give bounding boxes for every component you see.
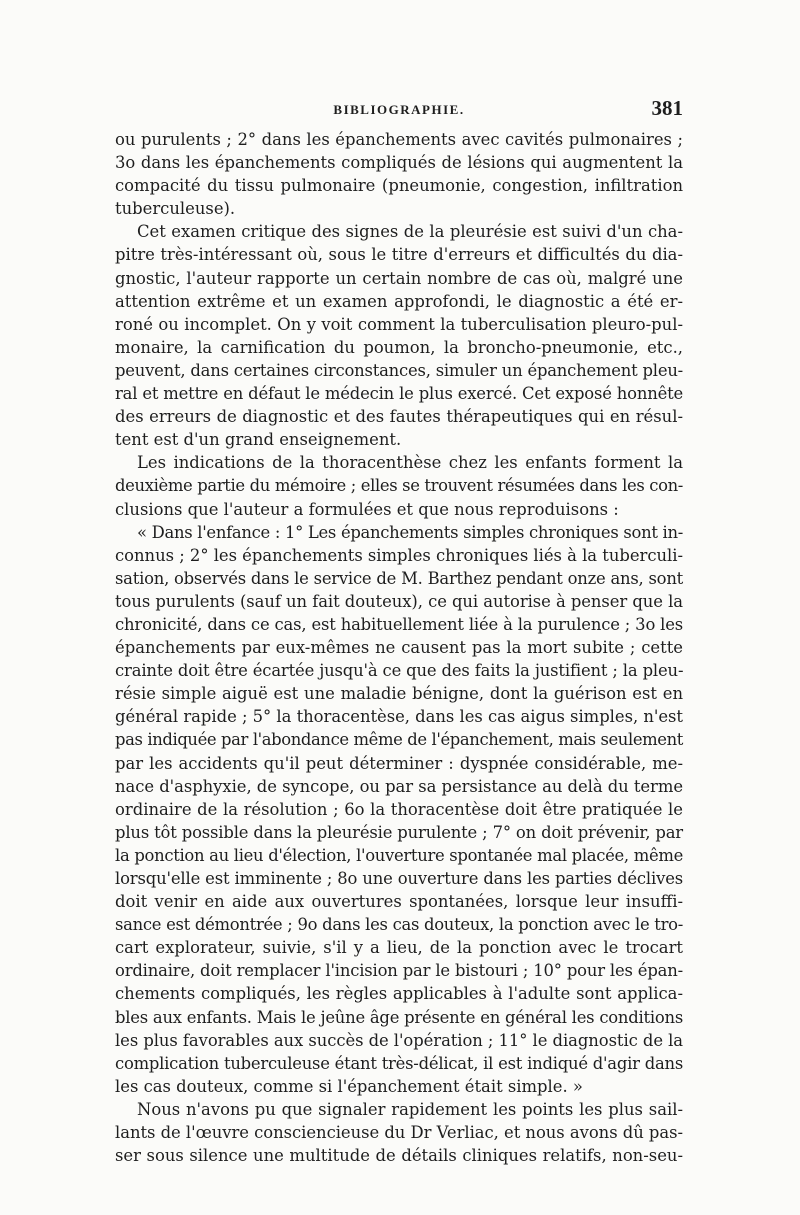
text-line: « Dans l'enfance : 1° Les épanchements simples chroniques sont in- [137, 522, 683, 542]
text-line: ou purulents ; 2° dans les épanchements avec cavités pulmonaires ; [115, 130, 683, 149]
text-line: attention extrême et un examen approfondi, le diagnostic a été er- [115, 291, 683, 311]
text-line: monaire, la carnification du poumon, la broncho-pneumonie, etc., [115, 337, 683, 357]
text-line: nace d'asphyxie, de syncope, ou par sa persistance au delà du terme [115, 776, 684, 796]
text-line: tous purulents (sauf un fait douteux), ce qui autorise à penser que la [115, 591, 683, 611]
text-line: chements compliqués, les règles applicables à l'adulte sont applica- [115, 984, 683, 1004]
text-line: doit venir en aide aux ouvertures spontanées, lorsque leur insuffi- [115, 892, 683, 912]
text-line: connus ; 2° les épanchements simples chroniques liés à la tuberculi- [115, 545, 684, 565]
running-title: BIBLIOGRAPHIE. [333, 102, 465, 117]
text-line: clusions que l'auteur a formulées et que nous reproduisons : [115, 499, 619, 519]
text-line: chronicité, dans ce cas, est habituellement liée à la purulence ; 3o les [115, 614, 684, 634]
page-number: 381 [651, 96, 683, 120]
text-line: compacité du tissu pulmonaire (pneumonie, congestion, infiltration [115, 176, 683, 196]
text-line: ral et mettre en défaut le médecin le plus exercé. Cet exposé honnête [115, 384, 684, 404]
text-line: bles aux enfants. Mais le jeûne âge présente en général les conditions [115, 1007, 684, 1027]
paragraph [115, 220, 683, 451]
text-line: des erreurs de diagnostic et des fautes thérapeutiques qui en résul- [115, 407, 683, 427]
body-text [115, 128, 683, 1167]
text-line: épanchements par eux-mêmes ne causent pas la mort subite ; cette [115, 638, 683, 658]
text-line: tent est d'un grand enseignement. [115, 430, 402, 450]
text-line: ser sous silence une multitude de détails cliniques relatifs, non-seu- [115, 1146, 683, 1166]
text-line: résie simple aiguë est une maladie bénigne, dont la guérison est en [115, 684, 683, 704]
text-line: les cas douteux, comme si l'épanchement était simple. » [115, 1076, 583, 1096]
text-line: complication tuberculeuse étant très-délicat, il est indiqué d'agir dans [115, 1053, 683, 1073]
text-line: Nous n'avons pu que signaler rapidement les points les plus sail- [137, 1099, 683, 1119]
paragraph [115, 451, 683, 520]
text-line: sation, observés dans le service de M. Barthez pendant onze ans, sont [115, 568, 684, 588]
text-line: pitre très-intéressant où, sous le titre d'erreurs et difficultés du dia- [115, 245, 683, 265]
text-line: 3o dans les épanchements compliqués de lésions qui augmentent la [115, 153, 683, 173]
text-line: lorsqu'elle est imminente ; 8o une ouverture dans les parties déclives [115, 869, 684, 888]
text-line: ordinaire de la résolution ; 6o la thoracentèse doit être pratiquée le [115, 799, 683, 819]
text-line: les plus favorables aux succès de l'opération ; 11° le diagnostic de la [115, 1030, 683, 1050]
text-line: lants de l'œuvre consciencieuse du Dr Verliac, et nous avons dû pas- [115, 1123, 683, 1143]
text-line: général rapide ; 5° la thoracentèse, dans les cas aigus simples, n'est [115, 707, 683, 727]
text-line: gnostic, l'auteur rapporte un certain nombre de cas où, malgré une [115, 268, 683, 288]
text-line: plus tôt possible dans la pleurésie purulente ; 7° on doit prévenir, par [115, 822, 683, 842]
text-line: ordinaire, doit remplacer l'incision par le bistouri ; 10° pour les épan- [115, 961, 683, 981]
paragraph [115, 128, 683, 220]
paragraph [115, 1098, 683, 1167]
text-line: peuvent, dans certaines circonstances, simuler un épanchement pleu- [115, 360, 684, 380]
text-line: crainte doit être écartée jusqu'à ce que des faits la justifient ; la pleu- [115, 661, 684, 681]
text-line: tuberculeuse). [115, 199, 236, 219]
text-line: pas indiquée par l'abondance même de l'épanchement, mais seulement [115, 730, 683, 750]
text-line: roné ou incomplet. On y voit comment la tuberculisation pleuro-pul- [115, 314, 683, 334]
text-line: cart explorateur, suivie, s'il y a lieu, de la ponction avec le trocart [115, 938, 683, 958]
text-line: Cet examen critique des signes de la pleurésie est suivi d'un cha- [137, 222, 683, 242]
page-header [115, 96, 683, 126]
text-line: sance est démontrée ; 9o dans les cas douteux, la ponction avec le tro- [115, 915, 683, 935]
text-line: deuxième partie du mémoire ; elles se trouvent résumées dans les con- [115, 476, 683, 496]
text-line: la ponction au lieu d'élection, l'ouverture spontanée mal placée, même [115, 845, 684, 865]
paragraph [115, 521, 683, 1098]
text-line: par les accidents qu'il peut déterminer : dyspnée considérable, me- [115, 753, 683, 773]
text-line: Les indications de la thoracenthèse chez les enfants forment la [137, 453, 683, 473]
